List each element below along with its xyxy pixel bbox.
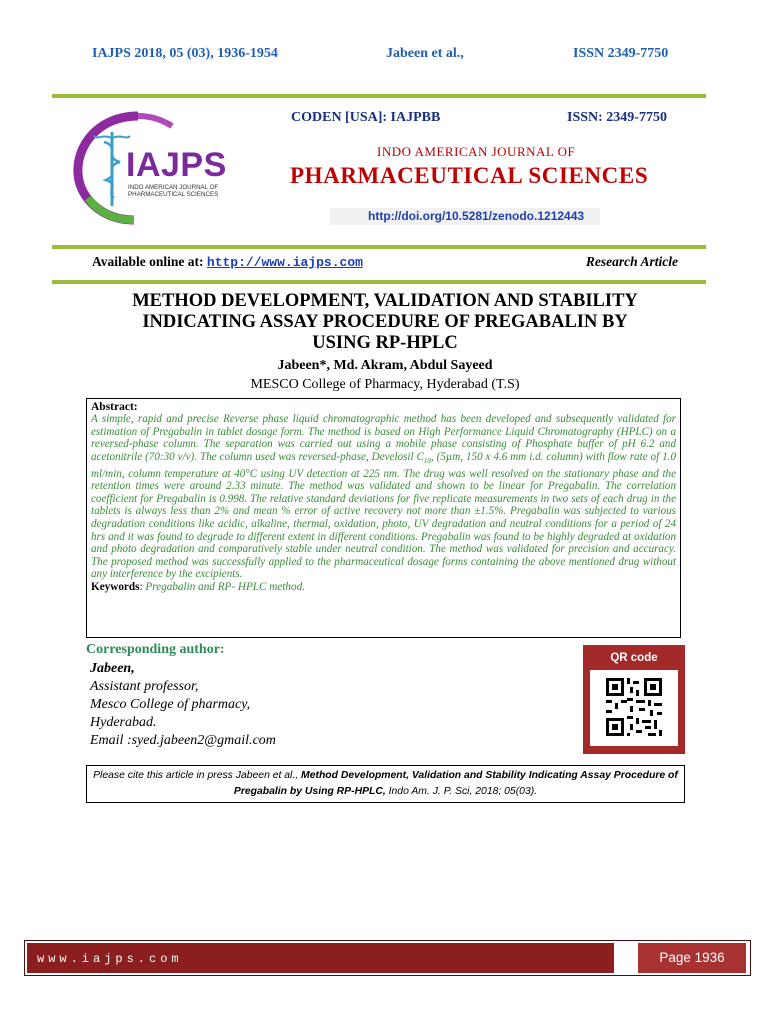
page-number: Page 1936 bbox=[638, 943, 746, 973]
corresponding-heading: Corresponding author: bbox=[86, 642, 225, 657]
article-title bbox=[60, 291, 710, 354]
corresponding-email: Email :syed.jabeen2@gmail.com bbox=[90, 733, 276, 748]
cite-title: Method Development, Validation and Stability Indicating Assay Procedure of Pregabalin by Using RP-HPLC, bbox=[233, 770, 678, 797]
masthead-rule-top bbox=[52, 245, 706, 249]
author-list: Jabeen*, Md. Akram, Abdul Sayeed bbox=[277, 358, 493, 373]
availability-row bbox=[92, 254, 678, 276]
journal-url-link[interactable]: http://www.iajps.com bbox=[206, 255, 363, 270]
abstract-text-part1: A simple, rapid and precise Reverse phase liquid chromatographic method has been developed and subsequently validated for estimation of Pregabalin in tablet dosage form. The method is based on High Performance Liquid Chromatography (HPLC) on a reversed-phase column. The separation was carried out using a mobile phase consisting of Phosphate buffer of pH 6.2 and acetonitrile (70:30 v/v). The column used was reversed-phase, Develosil C bbox=[91, 413, 676, 463]
doi-link[interactable]: http://doi.org/10.5281/zenodo.1212443 bbox=[368, 209, 585, 223]
corresponding-position: Assistant professor, bbox=[90, 679, 199, 694]
abstract-subscript: 18 bbox=[423, 457, 431, 465]
qr-code-icon[interactable] bbox=[590, 670, 678, 746]
logo-subtext: INDO AMERICAN JOURNAL OF PHARMACEUTICAL SCIENCES bbox=[128, 184, 219, 198]
abstract-text bbox=[91, 413, 676, 581]
logo-text: IAJPS bbox=[126, 146, 227, 184]
title-line-3: USING RP-HPLC bbox=[312, 333, 458, 353]
journal-name-line1: INDO AMERICAN JOURNAL OF bbox=[377, 144, 576, 159]
qr-code-panel bbox=[583, 645, 685, 754]
affiliation: MESCO College of Pharmacy, Hyderabad (T.S) bbox=[250, 377, 520, 392]
abstract-text-part2: , (5µm, 150 x 4.6 mm i.d. column) with flow rate of 1.0 ml/min, column temperature at 40°C using UV detection at 225 nm. The drug was well resolved on the stationary phase and the retention times were around 2.33 minute. The method was validated and shown to be linear for Pregabalin. The correlation coefficient for Pregabalin is 0.998. The relative standard deviations for five replicate measurements in two sets of each drug in the tablets is always less than 2% and mean % error of active recovery not more than ±1.5%. Pregabalin was subjected to various degradation conditions like acidic, alkaline, thermal, oxidation, photo, UV degradation and neutral conditions for a period of 24 hrs and it was found to degrade to different extent in different conditions. Pregabalin was found to be highly degraded at oxidation and photo degradation and comparatively stable under neutral condition. The method was validated for precision and accuracy. The proposed method was successfully applied to the pharmaceutical dosage forms containing the above mentioned drug without any interference by the excipients. bbox=[91, 450, 676, 581]
abstract-box bbox=[86, 398, 681, 638]
coden: CODEN [USA]: IAJPBB bbox=[291, 110, 441, 125]
footer-url[interactable]: www.iajps.com bbox=[37, 952, 183, 966]
cite-prefix: Please cite this article in press Jabeen et al., bbox=[93, 770, 299, 781]
header-rule bbox=[52, 94, 706, 98]
corresponding-name: Jabeen, bbox=[90, 661, 135, 676]
abstract-heading: Abstract: bbox=[91, 401, 138, 413]
qr-code-label: QR code bbox=[610, 652, 658, 664]
journal-logo bbox=[68, 108, 248, 226]
masthead-issn: ISSN: 2349-7750 bbox=[567, 110, 667, 125]
keywords-label: Keywords bbox=[91, 580, 140, 593]
footer-bar bbox=[27, 943, 614, 973]
title-line-2: INDICATING ASSAY PROCEDURE OF PREGABALIN BY bbox=[142, 312, 628, 332]
article-type: Research Article bbox=[585, 254, 678, 269]
corresponding-city: Hyderabad. bbox=[90, 715, 157, 730]
page-footer bbox=[24, 940, 751, 976]
running-citation: IAJPS 2018, 05 (03), 1936-1954 bbox=[92, 46, 278, 61]
running-author: Jabeen et al., bbox=[386, 46, 464, 61]
keywords-value: Pregabalin and RP- HPLC method. bbox=[145, 580, 306, 593]
masthead-rule-bottom bbox=[52, 280, 706, 284]
keywords: Keywords: Pregabalin and RP- HPLC method. bbox=[91, 580, 306, 593]
corresponding-institution: Mesco College of pharmacy, bbox=[90, 697, 251, 712]
citation-box bbox=[86, 765, 685, 803]
title-line-1: METHOD DEVELOPMENT, VALIDATION AND STABILITY bbox=[132, 291, 638, 311]
running-issn: ISSN 2349-7750 bbox=[573, 46, 669, 61]
available-online-label: Available online at: bbox=[92, 254, 204, 269]
cite-suffix: Indo Am. J. P. Sci, 2018; 05(03). bbox=[388, 786, 538, 797]
journal-name-line2: PHARMACEUTICAL SCIENCES bbox=[290, 163, 649, 188]
